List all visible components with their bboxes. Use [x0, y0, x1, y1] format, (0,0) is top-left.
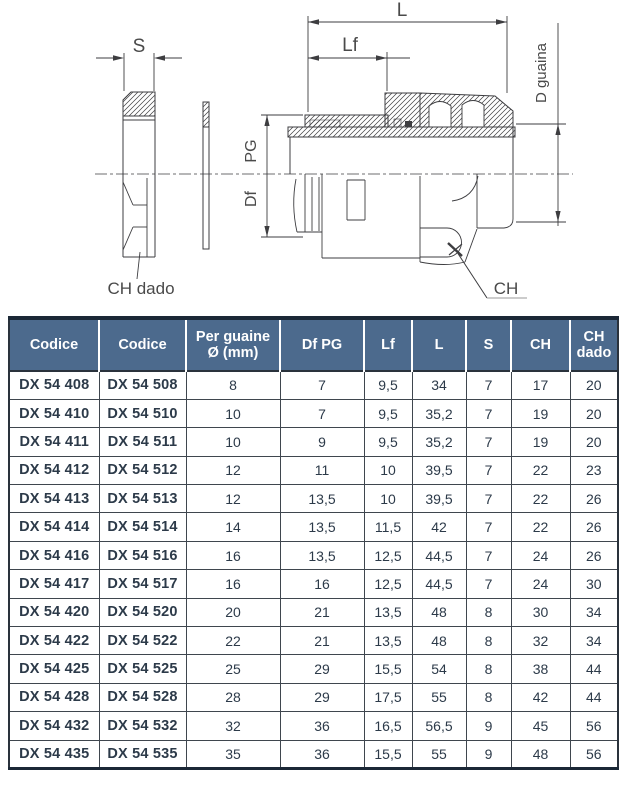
value-cell: 15,5 — [364, 740, 412, 768]
code-cell: DX 54 411 — [9, 428, 99, 456]
value-cell: 25 — [186, 655, 280, 683]
code-cell: DX 54 532 — [99, 712, 186, 740]
value-cell: 26 — [570, 513, 618, 541]
value-cell: 42 — [412, 513, 466, 541]
value-cell: 9 — [466, 712, 511, 740]
value-cell: 20 — [570, 399, 618, 427]
table-row — [9, 627, 618, 655]
value-cell: 11,5 — [364, 513, 412, 541]
code-cell: DX 54 510 — [99, 399, 186, 427]
code-cell: DX 54 514 — [99, 513, 186, 541]
ch-dado-label: CH dado — [107, 279, 175, 298]
value-cell: 20 — [570, 428, 618, 456]
value-cell: 30 — [570, 570, 618, 598]
value-cell: 55 — [412, 740, 466, 768]
value-cell: 20 — [186, 598, 280, 626]
column-header: L — [412, 318, 466, 371]
value-cell: 14 — [186, 513, 280, 541]
dimension-lf — [308, 52, 410, 91]
code-cell: DX 54 512 — [99, 456, 186, 484]
value-cell: 34 — [570, 598, 618, 626]
value-cell: 42 — [511, 683, 570, 711]
dim-label-s: S — [132, 36, 146, 57]
code-cell: DX 54 412 — [9, 456, 99, 484]
code-cell: DX 54 516 — [99, 541, 186, 569]
value-cell: 34 — [570, 627, 618, 655]
value-cell: 35,2 — [412, 399, 466, 427]
value-cell: 26 — [570, 485, 618, 513]
value-cell: 21 — [280, 598, 364, 626]
code-cell: DX 54 410 — [9, 399, 99, 427]
value-cell: 22 — [511, 485, 570, 513]
value-cell: 48 — [511, 740, 570, 768]
value-cell: 9 — [280, 428, 364, 456]
value-cell: 15,5 — [364, 655, 412, 683]
value-cell: 13,5 — [364, 598, 412, 626]
table-row — [9, 655, 618, 683]
value-cell: 13,5 — [364, 627, 412, 655]
column-header: Codice — [9, 318, 99, 371]
code-cell: DX 54 432 — [9, 712, 99, 740]
table-row — [9, 598, 618, 626]
washer-side-view — [203, 102, 209, 249]
value-cell: 28 — [186, 683, 280, 711]
value-cell: 34 — [412, 371, 466, 399]
value-cell: 8 — [466, 598, 511, 626]
value-cell: 12,5 — [364, 570, 412, 598]
value-cell: 22 — [511, 513, 570, 541]
value-cell: 7 — [466, 541, 511, 569]
code-cell: DX 54 511 — [99, 428, 186, 456]
code-cell: DX 54 420 — [9, 598, 99, 626]
table-row — [9, 371, 618, 399]
value-cell: 32 — [186, 712, 280, 740]
gland-exterior-lower — [294, 174, 513, 265]
value-cell: 13,5 — [280, 513, 364, 541]
value-cell: 39,5 — [412, 485, 466, 513]
table-row — [9, 570, 618, 598]
column-header: Per guaine Ø (mm) — [186, 318, 280, 371]
value-cell: 35 — [186, 740, 280, 768]
value-cell: 16 — [280, 570, 364, 598]
value-cell: 13,5 — [280, 485, 364, 513]
value-cell: 44 — [570, 655, 618, 683]
value-cell: 23 — [570, 456, 618, 484]
value-cell: 17,5 — [364, 683, 412, 711]
code-cell: DX 54 522 — [99, 627, 186, 655]
cable-gland-diagram — [0, 0, 623, 314]
value-cell: 44,5 — [412, 570, 466, 598]
code-cell: DX 54 413 — [9, 485, 99, 513]
value-cell: 11 — [280, 456, 364, 484]
code-cell: DX 54 422 — [9, 627, 99, 655]
table-header-row — [9, 318, 618, 371]
claw-lamella — [462, 101, 484, 128]
value-cell: 36 — [280, 740, 364, 768]
code-cell: DX 54 414 — [9, 513, 99, 541]
code-cell: DX 54 435 — [9, 740, 99, 768]
value-cell: 36 — [280, 712, 364, 740]
ch-dado-leader — [137, 252, 140, 279]
value-cell: 8 — [466, 627, 511, 655]
value-cell: 7 — [466, 399, 511, 427]
value-cell: 32 — [511, 627, 570, 655]
value-cell: 29 — [280, 683, 364, 711]
table-row — [9, 740, 618, 768]
value-cell: 48 — [412, 598, 466, 626]
value-cell: 7 — [466, 456, 511, 484]
value-cell: 8 — [186, 371, 280, 399]
dimensions-table — [8, 316, 619, 770]
value-cell: 22 — [186, 627, 280, 655]
value-cell: 8 — [466, 683, 511, 711]
code-cell: DX 54 525 — [99, 655, 186, 683]
table-body — [9, 371, 618, 768]
value-cell: 38 — [511, 655, 570, 683]
dim-label-d-guaina: D guaina — [533, 42, 550, 104]
value-cell: 8 — [466, 655, 511, 683]
value-cell: 16,5 — [364, 712, 412, 740]
value-cell: 12 — [186, 456, 280, 484]
value-cell: 12,5 — [364, 541, 412, 569]
code-cell: DX 54 508 — [99, 371, 186, 399]
value-cell: 19 — [511, 428, 570, 456]
value-cell: 56 — [570, 712, 618, 740]
value-cell: 13,5 — [280, 541, 364, 569]
dim-label-lf: Lf — [342, 35, 358, 56]
seal-section — [405, 121, 412, 127]
value-cell: 20 — [570, 371, 618, 399]
value-cell: 22 — [511, 456, 570, 484]
code-cell: DX 54 528 — [99, 683, 186, 711]
value-cell: 9,5 — [364, 399, 412, 427]
value-cell: 12 — [186, 485, 280, 513]
dim-label-pg: PG — [243, 139, 260, 163]
value-cell: 10 — [364, 456, 412, 484]
value-cell: 10 — [364, 485, 412, 513]
code-cell: DX 54 416 — [9, 541, 99, 569]
value-cell: 17 — [511, 371, 570, 399]
nut-side-view — [96, 53, 182, 279]
dim-label-df: Df — [243, 191, 260, 207]
claw-lamella — [429, 102, 451, 128]
value-cell: 7 — [466, 485, 511, 513]
value-cell: 16 — [186, 541, 280, 569]
value-cell: 7 — [466, 371, 511, 399]
value-cell: 54 — [412, 655, 466, 683]
gland-section-view — [288, 16, 566, 298]
value-cell: 7 — [466, 428, 511, 456]
gland-body-section — [385, 93, 420, 127]
value-cell: 7 — [466, 570, 511, 598]
table-row — [9, 712, 618, 740]
value-cell: 45 — [511, 712, 570, 740]
value-cell: 26 — [570, 541, 618, 569]
code-cell: DX 54 408 — [9, 371, 99, 399]
value-cell: 9,5 — [364, 428, 412, 456]
value-cell: 44 — [570, 683, 618, 711]
value-cell: 55 — [412, 683, 466, 711]
code-cell: DX 54 417 — [9, 570, 99, 598]
dimension-s — [96, 53, 182, 91]
value-cell: 56 — [570, 740, 618, 768]
value-cell: 29 — [280, 655, 364, 683]
table-row — [9, 456, 618, 484]
table-row — [9, 428, 618, 456]
value-cell: 24 — [511, 570, 570, 598]
code-cell: DX 54 428 — [9, 683, 99, 711]
value-cell: 10 — [186, 399, 280, 427]
value-cell: 9 — [466, 740, 511, 768]
value-cell: 19 — [511, 399, 570, 427]
value-cell: 35,2 — [412, 428, 466, 456]
column-header: CH — [511, 318, 570, 371]
column-header: Codice — [99, 318, 186, 371]
table-row — [9, 513, 618, 541]
value-cell: 16 — [186, 570, 280, 598]
value-cell: 39,5 — [412, 456, 466, 484]
technical-drawing — [0, 0, 623, 314]
value-cell: 10 — [186, 428, 280, 456]
table-row — [9, 683, 618, 711]
value-cell: 30 — [511, 598, 570, 626]
column-header: Lf — [364, 318, 412, 371]
value-cell: 44,5 — [412, 541, 466, 569]
body-flange-section — [288, 127, 515, 137]
value-cell: 7 — [280, 371, 364, 399]
table-row — [9, 541, 618, 569]
column-header: CH dado — [570, 318, 618, 371]
value-cell: 56,5 — [412, 712, 466, 740]
table-row — [9, 399, 618, 427]
nut-cap-section — [123, 92, 155, 116]
value-cell: 7 — [280, 399, 364, 427]
column-header: Df PG — [280, 318, 364, 371]
value-cell: 24 — [511, 541, 570, 569]
code-cell: DX 54 425 — [9, 655, 99, 683]
value-cell: 9,5 — [364, 371, 412, 399]
dim-label-l: L — [396, 0, 408, 21]
column-header: S — [466, 318, 511, 371]
code-cell: DX 54 535 — [99, 740, 186, 768]
value-cell: 48 — [412, 627, 466, 655]
value-cell: 7 — [466, 513, 511, 541]
table-row — [9, 485, 618, 513]
ch-label: CH — [493, 279, 519, 298]
code-cell: DX 54 517 — [99, 570, 186, 598]
code-cell: DX 54 520 — [99, 598, 186, 626]
code-cell: DX 54 513 — [99, 485, 186, 513]
value-cell: 21 — [280, 627, 364, 655]
